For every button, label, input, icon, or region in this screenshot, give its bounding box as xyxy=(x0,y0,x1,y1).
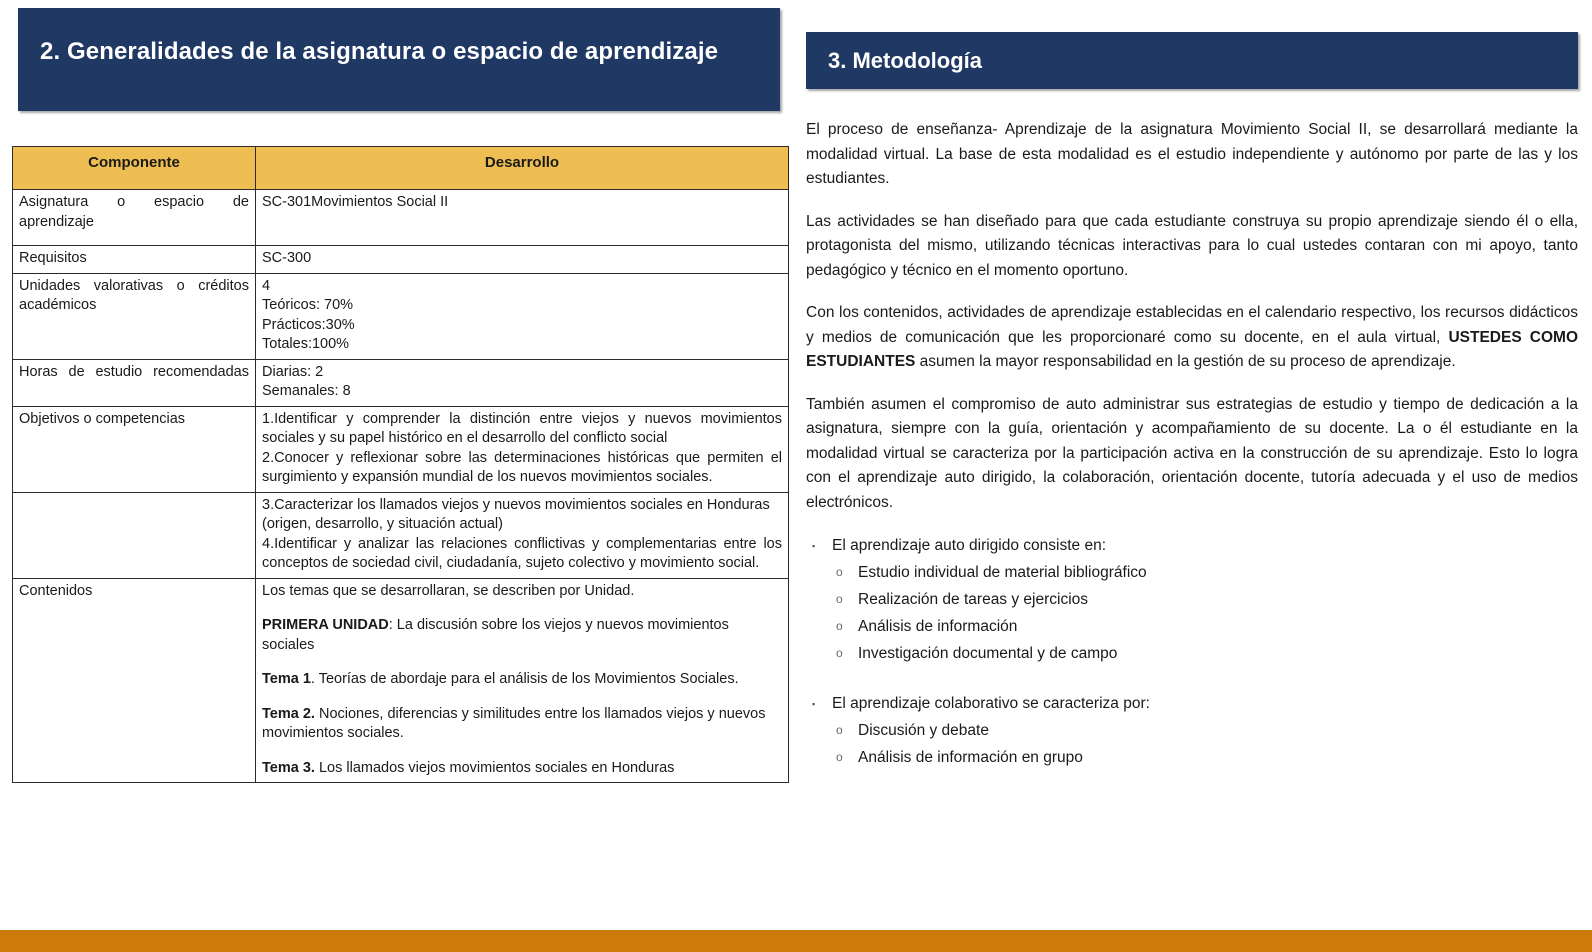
list-item: o Realización de tareas y ejercicios xyxy=(858,586,1578,613)
section-heading-generalidades: 2. Generalidades de la asignatura o espacio de aprendizaje xyxy=(40,38,719,65)
row-value-horas-estudio xyxy=(256,359,789,406)
table-row xyxy=(13,246,789,274)
section-banner-generalidades xyxy=(18,8,780,111)
paragraph-3-emphasis: USTEDES COMO ESTUDIANTES xyxy=(806,328,1578,370)
section-banner-metodologia xyxy=(806,32,1578,89)
sublist-colaborativo xyxy=(806,717,1578,771)
uv-line-practicos: Prácticos:30% xyxy=(262,316,355,333)
row-label-horas-estudio: Horas de estudio recomendadas xyxy=(13,359,256,406)
table-row xyxy=(13,492,789,578)
contenidos-intro: Los temas que se desarrollaran, se describen por Unidad. xyxy=(262,582,635,599)
table-row xyxy=(13,359,789,406)
list-item: o Estudio individual de material bibliográfico xyxy=(858,559,1578,586)
contenidos-tema-1 xyxy=(262,670,782,690)
metodologia-paragraph-4: También asumen el compromiso de auto administrar sus estrategias de estudio y tiempo de dedicación a la asignatura, siempre con la guía, orientación y acompañamiento de su docente. La o él estudiante en la modalidad virtual se caracteriza por la participación activa en la construcción de su aprendizaje. Esto lo logra con el aprendizaje auto dirigido, la colaboración, orientación docente, tutoría adecuada y el uso de medios electrónicos. xyxy=(806,395,1578,511)
table-row xyxy=(13,578,789,783)
objetivo-2: 2.Conocer y reflexionar sobre las determinaciones históricas que permiten el surgimiento y expansión mundial de los nuevos movimientos sociales. xyxy=(262,449,782,485)
row-value-objetivos xyxy=(256,406,789,492)
tema-3-label: Tema 3. xyxy=(262,759,315,776)
list-item: o Investigación documental y de campo xyxy=(858,640,1578,667)
horas-line-semanales: Semanales: 8 xyxy=(262,383,351,399)
objetivo-4: 4.Identificar y analizar las relaciones conflictivas y complementarias entre los conceptos de sociedad civil, ciudadanía, sujeto colectivo y movimiento social. xyxy=(262,535,782,571)
primera-unidad-text: : La discusión sobre los viejos y nuevos movimientos sociales xyxy=(262,617,729,653)
paragraph-3-after: asumen la mayor responsabilidad en la gestión de su proceso de aprendizaje. xyxy=(915,353,1456,370)
row-label-asignatura: Asignatura o espacio de aprendizaje xyxy=(13,190,256,246)
generalidades-table xyxy=(12,146,789,783)
row-label-objetivos-cont xyxy=(13,492,256,578)
tema-1-label: Tema 1 xyxy=(262,671,311,687)
list-lead-text: El aprendizaje auto dirigido consiste en: xyxy=(832,537,1107,554)
paragraph-3-before: Con los contenidos, actividades de aprendizaje establecidas en el calendario respectivo, los recursos didácticos y medios de comunicación que les proporcionaré como su docente, en el aula virtual, xyxy=(806,304,1578,346)
contenidos-spacer xyxy=(262,744,782,759)
table-header-row xyxy=(13,147,789,190)
tema-1-text: . Teorías de abordaje para el análisis de los Movimientos Sociales. xyxy=(310,671,739,687)
contenidos-spacer xyxy=(262,655,782,670)
list-lead-text: El aprendizaje colaborativo se caracteriza por: xyxy=(832,695,1150,712)
sublist-auto-dirigido xyxy=(806,559,1578,667)
generalidades-table-wrapper xyxy=(12,146,788,783)
list-spacer xyxy=(806,673,1578,687)
column-header-desarrollo: Desarrollo xyxy=(256,147,789,190)
contenidos-primera-unidad xyxy=(262,616,782,655)
column-header-componente: Componente xyxy=(13,147,256,190)
contenidos-spacer xyxy=(262,690,782,705)
contenidos-tema-3 xyxy=(262,759,782,779)
list-aprendizaje-colaborativo xyxy=(806,691,1578,771)
table-row xyxy=(13,273,789,359)
row-label-unidades-valorativas: Unidades valorativas o créditos académicos xyxy=(13,273,256,359)
horas-line-diarias: Diarias: 2 xyxy=(262,363,324,380)
section-heading-metodologia: 3. Metodología xyxy=(828,48,982,73)
uv-line-total: 4 xyxy=(262,277,271,294)
row-value-objetivos-cont xyxy=(256,492,789,578)
contenidos-tema-2 xyxy=(262,705,782,744)
row-label-objetivos: Objetivos o competencias xyxy=(13,406,256,492)
dot-bullet-icon: ▪ xyxy=(812,699,816,709)
list-item: o Análisis de información xyxy=(858,613,1578,640)
table-row xyxy=(13,406,789,492)
tema-3-text: Los llamados viejos movimientos sociales en Honduras xyxy=(314,759,675,776)
row-label-requisitos: Requisitos xyxy=(13,246,256,274)
metodologia-paragraph-3 xyxy=(806,301,1578,375)
list-item: o Análisis de información en grupo xyxy=(858,744,1578,771)
tema-2-label: Tema 2. xyxy=(262,705,315,722)
table-row xyxy=(13,190,789,246)
metodologia-paragraph-1: El proceso de enseñanza- Aprendizaje de la asignatura Movimiento Social II, se desarrollará mediante la modalidad virtual. La base de esta modalidad es el estudio independiente y autónomo por parte de las y los estudiantes. xyxy=(806,121,1578,187)
uv-line-totales: Totales:100% xyxy=(262,336,350,352)
contenidos-spacer xyxy=(262,601,782,616)
list-aprendizaje-auto-dirigido xyxy=(806,533,1578,667)
primera-unidad-label: PRIMERA UNIDAD xyxy=(262,617,389,633)
footer-accent-bar xyxy=(0,930,1592,952)
list-item: o Discusión y debate xyxy=(858,717,1578,744)
list-lead-row xyxy=(806,691,1578,717)
row-value-asignatura: SC-301Movimientos Social II xyxy=(256,190,789,246)
row-value-contenidos xyxy=(256,578,789,783)
dot-bullet-icon: ▪ xyxy=(812,541,816,551)
row-label-contenidos: Contenidos xyxy=(13,578,256,783)
row-value-requisitos: SC-300 xyxy=(256,246,789,274)
tema-2-text: Nociones, diferencias y similitudes entre los llamados viejos y nuevos movimientos sociales. xyxy=(262,705,766,741)
objetivo-1: 1.Identificar y comprender la distinción entre viejos y nuevos movimientos sociales y su papel histórico en el desarrollo del conflicto social xyxy=(262,410,782,446)
row-value-unidades-valorativas xyxy=(256,273,789,359)
objetivo-3: 3.Caracterizar los llamados viejos y nuevos movimientos sociales en Honduras (origen, desarrollo, y situación actual) xyxy=(262,496,770,532)
list-lead-row xyxy=(806,533,1578,559)
uv-line-teoricos: Teóricos: 70% xyxy=(262,297,354,313)
metodologia-body xyxy=(806,118,1578,777)
metodologia-paragraph-2: Las actividades se han diseñado para que cada estudiante construya su propio aprendizaje siendo él o ella, protagonista del mismo, utilizando técnicas interactivas para lo cual ustedes contaran con mi apoyo, tanto pedagógico y técnico en el momento oportuno. xyxy=(806,212,1578,279)
